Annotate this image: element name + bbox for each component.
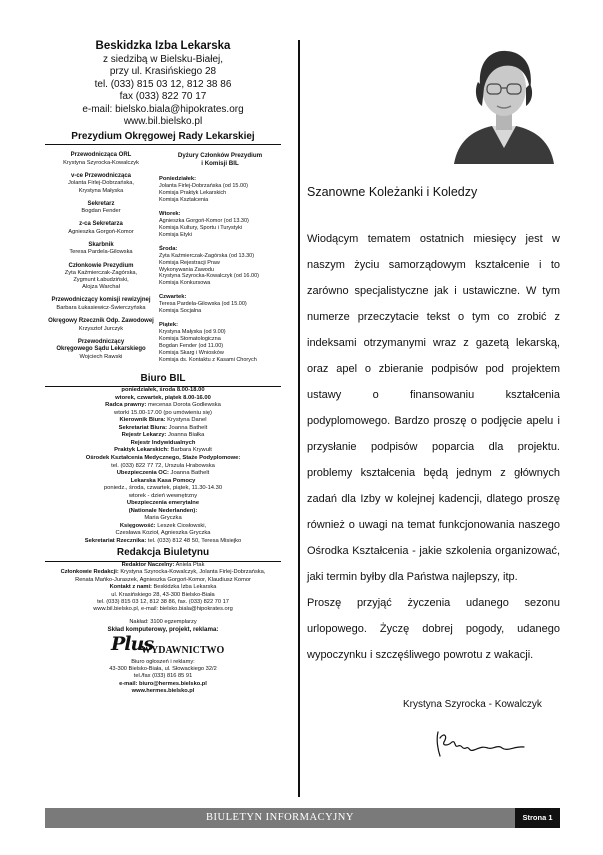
- presidium-role: [45, 242, 157, 257]
- typesetting-credit: Skład komputerowy, projekt, reklama:: [107, 625, 219, 633]
- duty-day: [159, 294, 281, 315]
- duty-day-label: Czwartek:: [159, 294, 187, 301]
- publisher-logo-text: WYDAWNICTWO: [141, 644, 225, 656]
- legal-advisor-hours: wtorki 15.00-17.00 (po umówieniu się): [114, 409, 212, 416]
- presidium-role: [45, 263, 157, 292]
- role-title: Sekretarz: [87, 200, 115, 207]
- spokesman-secretariat: Sekretariat Rzecznika: tel. (033) 812 48 50, Teresa Misiejko: [84, 537, 242, 544]
- role-title: z-ca Sekretarza: [79, 221, 123, 228]
- office-hours: poniedziałek, środa 8.00-18.00: [121, 387, 205, 394]
- role-people: Krzysztof Jurczyk: [78, 325, 124, 332]
- duties-title: Dyżury Członków Prezydium i Komisji BIL: [177, 152, 263, 168]
- letter-paragraph: Wiodącym tematem ostatnich miesięcy jest w naszym życiu samorządowym kształcenie i to zarówno specjalistyczne jak i ustawiczne. W tym numerze przeczytacie tekst o tym co zrobić z indeksami otrzymanymi wraz z gazetą lekarską, oraz apel o zbieranie podpisów pod projektem ustawy o finansowaniu kształcenia podyplomowego. Bardzo proszę o podjęcie apelu i przysłanie podpisów poparcia dla projektu. problemy kształcenia będą jednym z głównych zadań dla Izby w kolejnej kadencji, dlatego proszę również o uwagi na temat funkcjonowania naszego Ośrodka Kształcenia - jakie szkolenia organizować, jaki termin byłby dla Państwa najlepszy, itp.: [307, 233, 560, 583]
- role-people: Zyta Kaźmierczak-Zagórska, Zygmunt Łabudziński, Alojza Warchał: [64, 270, 138, 291]
- education-center-contact: tel. (033) 822 77 72, Urszula Hrabowska: [111, 462, 215, 469]
- duty-day-label: Środa:: [159, 245, 178, 252]
- presidium-role: [45, 201, 157, 216]
- accounting: Księgowość: Leszek Ciosłowski,: [119, 522, 207, 529]
- role-title: v-ce Przewodnicząca: [70, 172, 132, 179]
- address-block: [45, 54, 281, 129]
- role-title: Przewodniczący komisji rewizyjnej: [51, 297, 151, 304]
- letter-body: [307, 226, 560, 668]
- publisher-email: e-mail: biuro@hermes.bielsko.pl: [119, 680, 207, 687]
- role-title: Skarbnik: [88, 241, 114, 248]
- circulation: Nakład: 3100 egzemplarzy: [129, 618, 197, 625]
- publisher-logo: [103, 632, 225, 659]
- aid-fund-hours: poniedz., środa, czwartek, piątek, 11.30-14.30: [103, 485, 223, 492]
- accounting-staff: Czesława Kozioł, Agnieszka Gryczka: [115, 530, 211, 537]
- doctors-register: Rejestr Lekarzy: Joanna Białka: [121, 432, 205, 439]
- duty-day: [159, 322, 281, 364]
- duty-day: [159, 211, 281, 239]
- office-manager: Kierownik Biura: Krystyna Danel: [119, 417, 207, 424]
- role-people: Barbara Łukasiewicz-Świerczyńska: [56, 304, 146, 311]
- role-people: Bogdan Fender: [81, 208, 121, 215]
- presidium-role: [45, 221, 157, 236]
- author-signature: [432, 726, 528, 760]
- biuro-block: [45, 387, 281, 545]
- pension-insurance-contact: Maria Gryczka: [144, 515, 182, 522]
- publisher-phone: tel./fax (033) 816 85 91: [133, 673, 193, 680]
- publisher-info: [45, 659, 281, 696]
- column-divider: [298, 40, 300, 797]
- redakcja-block: [45, 562, 281, 614]
- author-portrait: [452, 40, 556, 164]
- role-people: Wojciech Rawski: [79, 353, 123, 360]
- presidium-title: Prezydium Okręgowej Rady Lekarskiej: [45, 131, 281, 146]
- redakcja-title: Redakcja Biuletynu: [45, 547, 281, 562]
- duty-day-text: Agnieszka Gorgoń-Komor (od 13.30) Komisja Kultury, Sportu i Turystyki Komisja Etyki: [159, 217, 249, 238]
- contact-web: www.bil.bielsko.pl, e-mail: bielsko.biala@hipokrates.org: [93, 606, 233, 613]
- letter-greeting: Szanowne Koleżanki i Koledzy: [307, 185, 478, 199]
- letter-paragraph: Proszę przyjąć życzenia udanego sezonu urlopowego. Życzę dobrej pogody, udanego wypoczynku i szczęśliwego powrotu z wakacji.: [307, 597, 560, 661]
- letter-author: Krystyna Szyrocka - Kowalczyk: [403, 699, 542, 710]
- role-people: Agnieszka Gorgoń-Komor: [68, 228, 134, 235]
- office-hours: wtorek, czwartek, piątek 8.00-16.00: [115, 394, 211, 401]
- legal-advisor: Radca prawny: mecenas Dorota Godlewska: [105, 402, 221, 409]
- phone-line: tel. (033) 815 03 12, 812 38 86: [94, 78, 232, 90]
- individual-register: Rejestr Indywidualnych: [130, 439, 196, 446]
- pension-insurance: Ubezpieczenia emerytalne: [126, 500, 200, 507]
- fax-line: fax (033) 822 70 17: [119, 91, 207, 103]
- presidium-role: [45, 152, 157, 167]
- contact-phone: tel. (033) 815 03 12, 812 38 86, fax. (033) 822 70 17: [97, 598, 229, 605]
- editorial-members-cont: Renata Mańko-Juraszek, Agnieszka Gorgoń-Komor, Klaudiusz Komor: [75, 576, 251, 583]
- editorial-members: Członkowie Redakcji: Krystyna Szyrocka-Kowalczyk, Jolanta Firlej-Dobrzańska,: [60, 569, 266, 576]
- office-secretariat: Sekretariat Biura: Joanna Bathelt: [118, 424, 208, 431]
- presidium-role: [45, 297, 157, 312]
- role-title: Przewodnicząca ORL: [70, 152, 132, 159]
- publisher-ads: Biuro ogłoszeń i reklamy:: [131, 658, 195, 665]
- duty-day-text: Zyta Kaźmierczak-Zagórska (od 13.30) Komisja Rejestracji Praw Wykonywania Zawodu Krystyna Szyrocka-Kowalczyk (od 16.00) Komisja Konkursowa: [159, 252, 259, 287]
- email-line: e-mail: bielsko.biala@hipokrates.org: [82, 103, 244, 115]
- biuro-title: Biuro BIL: [45, 373, 281, 388]
- org-title: Beskidzka Izba Lekarska: [95, 40, 231, 52]
- publisher-logo-plus: Plus: [111, 632, 154, 655]
- practice-register: Praktyk Lekarskich: Barbara Krywult: [114, 447, 212, 454]
- duty-day-label: Poniedziałek:: [159, 175, 197, 182]
- contact-address: ul. Krasińskiego 28, 43-300 Bielsko-Biała: [111, 591, 215, 598]
- presidium-roles: [45, 152, 157, 370]
- editor-in-chief: Redaktor Naczelny: Aniela Ptak: [121, 561, 205, 568]
- education-center: Ośrodek Kształcenia Medycznego, Staże Podyplomowe:: [85, 455, 241, 461]
- pension-insurance-provider: (Nationale Nederlanden):: [128, 507, 198, 514]
- address-line: z siedzibą w Bielsku-Białej,: [102, 53, 224, 65]
- publisher-address: 43-300 Bielsko-Biała, ul. Słowackiego 32/2: [109, 666, 217, 672]
- page-number: Strona 1: [515, 808, 560, 828]
- duty-day-label: Piątek:: [159, 322, 179, 329]
- contact: Kontakt z nami: Beskidzka Izba Lekarska: [109, 584, 217, 591]
- footer-bulletin-bar: BIULETYN INFORMACYJNY: [45, 808, 515, 828]
- duties-list: [157, 152, 281, 370]
- address-line: przy ul. Krasińskiego 28: [109, 66, 217, 78]
- oc-insurance: Ubezpieczenia OC: Joanna Bathelt: [116, 470, 210, 477]
- role-people: Jolanta Firlej-Dobrzańska, Krystyna Małyska: [67, 180, 135, 194]
- presidium-role: [45, 173, 157, 195]
- duty-day: [159, 246, 281, 288]
- duty-day-text: Teresa Pardela-Gilowska (od 15.00) Komisja Socjalna: [159, 301, 247, 315]
- duty-day: [159, 176, 281, 204]
- masthead-column: [45, 40, 281, 696]
- duty-day-label: Wtorek:: [159, 210, 181, 217]
- presidium-role: [45, 318, 157, 333]
- presidium-role: [45, 339, 157, 361]
- role-title: Okręgowy Rzecznik Odp. Zawodowej: [48, 318, 154, 325]
- presidium-columns: [45, 152, 281, 370]
- role-title: Członkowie Prezydium: [68, 262, 134, 269]
- aid-fund-hours: wtorek - dzień wewnętrzny: [128, 492, 198, 499]
- duty-day-text: Jolanta Firlej-Dobrzańska (od 15.00) Komisja Praktyk Lekarskich Komisja Kształcenia: [159, 183, 248, 203]
- role-people: Teresa Pardela-Gilowska: [69, 249, 133, 256]
- website-line: www.bil.bielsko.pl: [123, 116, 203, 128]
- publisher-web: www.hermes.bielsko.pl: [131, 688, 195, 695]
- role-title: Przewodniczący Okręgowego Sądu Lekarskiego: [56, 338, 146, 353]
- aid-fund: Lekarska Kasa Pomocy: [130, 477, 196, 484]
- role-people: Krystyna Szyrocka-Kowalczyk: [63, 159, 139, 166]
- duty-day-text: Krystyna Małyska (od 9.00) Komisja Stomatologiczna Bogdan Fender (od 11.00) Komisja Skarg i Wniosków Komisja ds. Kontaktu z Kasami Chorych: [159, 329, 257, 363]
